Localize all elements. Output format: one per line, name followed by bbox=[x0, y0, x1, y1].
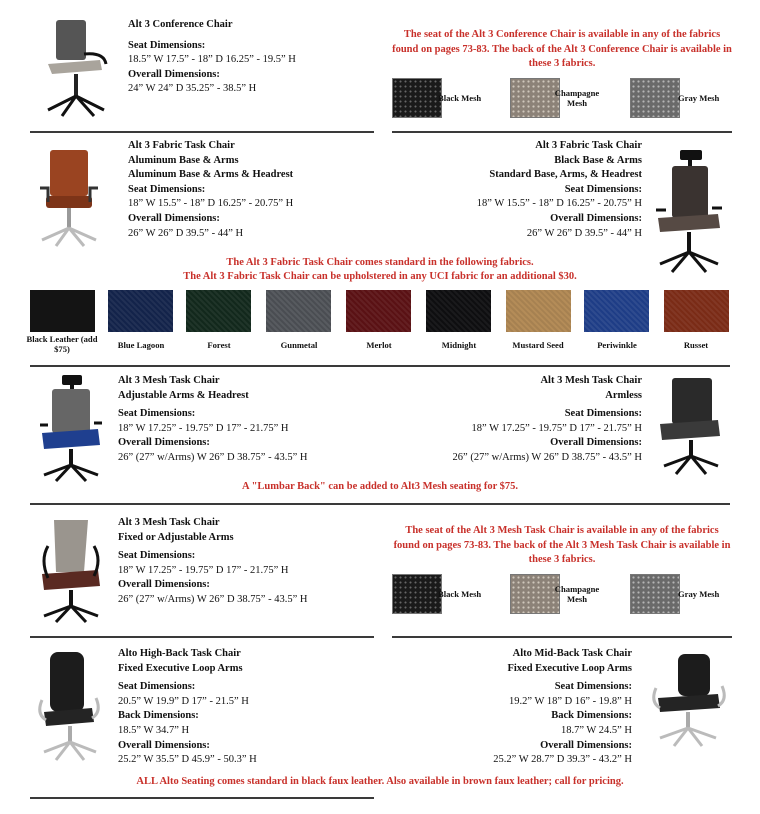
overall-dimensions: 25.2” W 28.7” D 39.3” - 43.2” H bbox=[493, 754, 632, 766]
fabric-label: Blue Lagoon bbox=[117, 340, 165, 350]
fabric-label: Black Leather (add $75) bbox=[26, 334, 98, 354]
mesh-task-armless-chair-image bbox=[654, 376, 728, 476]
alto-note: ALL Alto Seating comes standard in black faux leather. Also available in brown faux leather; call for pricing. bbox=[136, 776, 624, 787]
product-subtitle: Aluminum Base & Arms bbox=[128, 154, 239, 166]
alto-mid-back-chair-image bbox=[648, 652, 728, 748]
product-subtitle: Fixed Executive Loop Arms bbox=[118, 662, 243, 674]
back-dimensions-heading: Back Dimensions: bbox=[118, 710, 199, 722]
overall-dimensions: 26” (27” w/Arms) W 26” D 38.75” - 43.5” H bbox=[452, 451, 642, 463]
overall-dimensions-heading: Overall Dimensions: bbox=[118, 579, 210, 591]
conference-chair-image bbox=[42, 18, 116, 118]
divider bbox=[30, 131, 374, 133]
swatch-label: Champagne Mesh bbox=[554, 584, 600, 604]
fabric-swatch-merlot bbox=[346, 290, 411, 332]
seat-dimensions-heading: Seat Dimensions: bbox=[564, 183, 642, 195]
fabric-label: Midnight bbox=[441, 340, 477, 350]
fabric-swatch-forest bbox=[186, 290, 251, 332]
overall-dimensions: 26” (27” w/Arms) W 26” D 38.75” - 43.5” H bbox=[118, 451, 308, 463]
seat-dimensions: 18” W 17.25” - 19.75” D 17” - 21.75” H bbox=[118, 564, 289, 576]
seat-dimensions-heading: Seat Dimensions: bbox=[564, 408, 642, 420]
seat-dimensions-heading: Seat Dimensions: bbox=[128, 183, 206, 195]
seat-dimensions: 19.2” W 18” D 16” - 19.8” H bbox=[509, 695, 632, 707]
overall-dimensions: 26” W 26” D 39.5” - 44” H bbox=[526, 227, 642, 239]
fabric-task-chair-image bbox=[34, 148, 108, 248]
seat-dimensions-heading: Seat Dimensions: bbox=[118, 550, 196, 562]
seat-dimensions: 18.5” W 17.5” - 18” D 16.25” - 19.5” H bbox=[128, 54, 296, 66]
swatch-black-mesh bbox=[392, 574, 442, 614]
overall-dimensions-heading: Overall Dimensions: bbox=[128, 212, 220, 224]
fabric-label: Merlot bbox=[366, 340, 392, 350]
overall-dimensions-heading: Overall Dimensions: bbox=[128, 68, 220, 80]
divider bbox=[30, 797, 374, 799]
seat-dimensions-heading: Seat Dimensions: bbox=[128, 39, 206, 51]
overall-dimensions: 24” W 24” D 35.25” - 38.5” H bbox=[128, 83, 257, 95]
overall-dimensions-heading: Overall Dimensions: bbox=[118, 437, 210, 449]
product-title: Alt 3 Mesh Task Chair bbox=[118, 517, 220, 528]
product-title: Alt 3 Fabric Task Chair bbox=[128, 140, 235, 151]
divider bbox=[30, 636, 374, 638]
product-subtitle: Fixed or Adjustable Arms bbox=[118, 531, 234, 543]
fabric-label: Russet bbox=[683, 340, 709, 350]
swatch-label: Black Mesh bbox=[438, 589, 482, 599]
seat-dimensions: 20.5” W 19.9” D 17” - 21.5” H bbox=[118, 695, 249, 707]
fabric-swatch-periwinkle bbox=[584, 290, 649, 332]
seat-dimensions: 18” W 17.25” - 19.75” D 17” - 21.75” H bbox=[118, 422, 289, 434]
mesh-note: The seat of the Alt 3 Conference Chair is available in any of the fabrics found on pages 73-83. The back of the Alt 3 Conference Chair is available in these 3 fabrics. bbox=[392, 29, 732, 70]
fabric-swatch-midnight bbox=[426, 290, 491, 332]
seat-dimensions: 18” W 15.5” - 18” D 16.25” - 20.75” H bbox=[476, 198, 642, 210]
overall-dimensions-heading: Overall Dimensions: bbox=[550, 437, 642, 449]
back-dimensions-heading: Back Dimensions: bbox=[551, 710, 632, 722]
divider bbox=[392, 131, 732, 133]
product-title: Alt 3 Fabric Task Chair bbox=[535, 140, 642, 151]
fabric-note-standard: The Alt 3 Fabric Task Chair comes standard in the following fabrics. bbox=[226, 257, 534, 268]
product-title: Alto High-Back Task Chair bbox=[118, 648, 241, 659]
fabric-label: Gunmetal bbox=[280, 340, 318, 350]
product-title: Alt 3 Conference Chair bbox=[128, 19, 233, 30]
fabric-swatch-russet bbox=[664, 290, 729, 332]
overall-dimensions-heading: Overall Dimensions: bbox=[540, 739, 632, 751]
seat-dimensions-heading: Seat Dimensions: bbox=[118, 408, 196, 420]
back-dimensions: 18.5” W 34.7” H bbox=[118, 724, 190, 736]
mesh-task-headrest-chair-image bbox=[34, 373, 108, 483]
fabric-swatch-black-leather bbox=[30, 290, 95, 332]
seat-dimensions-heading: Seat Dimensions: bbox=[554, 681, 632, 693]
product-subtitle: Fixed Executive Loop Arms bbox=[507, 662, 632, 674]
overall-dimensions: 26” W 26” D 39.5” - 44” H bbox=[128, 227, 244, 239]
alto-high-back-chair-image bbox=[38, 650, 104, 762]
fabric-label: Mustard Seed bbox=[512, 340, 564, 350]
overall-dimensions: 26” (27” w/Arms) W 26” D 38.75” - 43.5” H bbox=[118, 593, 308, 605]
mesh-note: The seat of the Alt 3 Mesh Task Chair is available in any of the fabrics found on pages 73-83. The back of the Alt 3 Mesh Task Chair is available in these 3 fabrics. bbox=[393, 525, 731, 566]
swatch-label: Champagne Mesh bbox=[554, 88, 600, 108]
swatch-label: Gray Mesh bbox=[678, 589, 720, 599]
seat-dimensions: 18” W 15.5” - 18” D 16.25” - 20.75” H bbox=[128, 198, 294, 210]
swatch-gray-mesh bbox=[630, 574, 680, 614]
swatch-gray-mesh bbox=[630, 78, 680, 118]
divider bbox=[392, 636, 732, 638]
seat-dimensions-heading: Seat Dimensions: bbox=[118, 681, 196, 693]
product-subtitle: Armless bbox=[605, 389, 642, 401]
fabric-swatch-mustard-seed bbox=[506, 290, 571, 332]
back-dimensions: 18.7” W 24.5” H bbox=[560, 724, 632, 736]
fabric-note-upholstery: The Alt 3 Fabric Task Chair can be upholstered in any UCI fabric for an additional $30. bbox=[183, 271, 577, 282]
overall-dimensions-heading: Overall Dimensions: bbox=[118, 739, 210, 751]
fabric-swatch-blue-lagoon bbox=[108, 290, 173, 332]
mesh-task-fixed-chair-image bbox=[34, 516, 108, 624]
fabric-label: Periwinkle bbox=[597, 340, 637, 350]
swatch-label: Gray Mesh bbox=[678, 93, 720, 103]
product-title: Alt 3 Mesh Task Chair bbox=[118, 375, 220, 386]
product-subtitle: Black Base & Arms bbox=[554, 154, 642, 166]
product-subtitle: Standard Base, Arms, & Headrest bbox=[489, 169, 642, 181]
swatch-label: Black Mesh bbox=[438, 93, 482, 103]
fabric-label: Forest bbox=[207, 340, 231, 350]
product-title: Alt 3 Mesh Task Chair bbox=[540, 375, 642, 386]
divider bbox=[30, 365, 730, 367]
product-subtitle: Aluminum Base & Arms & Headrest bbox=[128, 169, 294, 181]
divider bbox=[30, 503, 730, 505]
overall-dimensions-heading: Overall Dimensions: bbox=[550, 212, 642, 224]
swatch-black-mesh bbox=[392, 78, 442, 118]
fabric-swatch-gunmetal bbox=[266, 290, 331, 332]
lumbar-note: A "Lumbar Back" can be added to Alt3 Mesh seating for $75. bbox=[241, 481, 519, 492]
seat-dimensions: 18” W 17.25” - 19.75” D 17” - 21.75” H bbox=[471, 422, 642, 434]
product-title: Alto Mid-Back Task Chair bbox=[512, 648, 632, 659]
product-subtitle: Adjustable Arms & Headrest bbox=[118, 389, 249, 401]
overall-dimensions: 25.2” W 35.5” D 45.9” - 50.3” H bbox=[118, 754, 257, 766]
